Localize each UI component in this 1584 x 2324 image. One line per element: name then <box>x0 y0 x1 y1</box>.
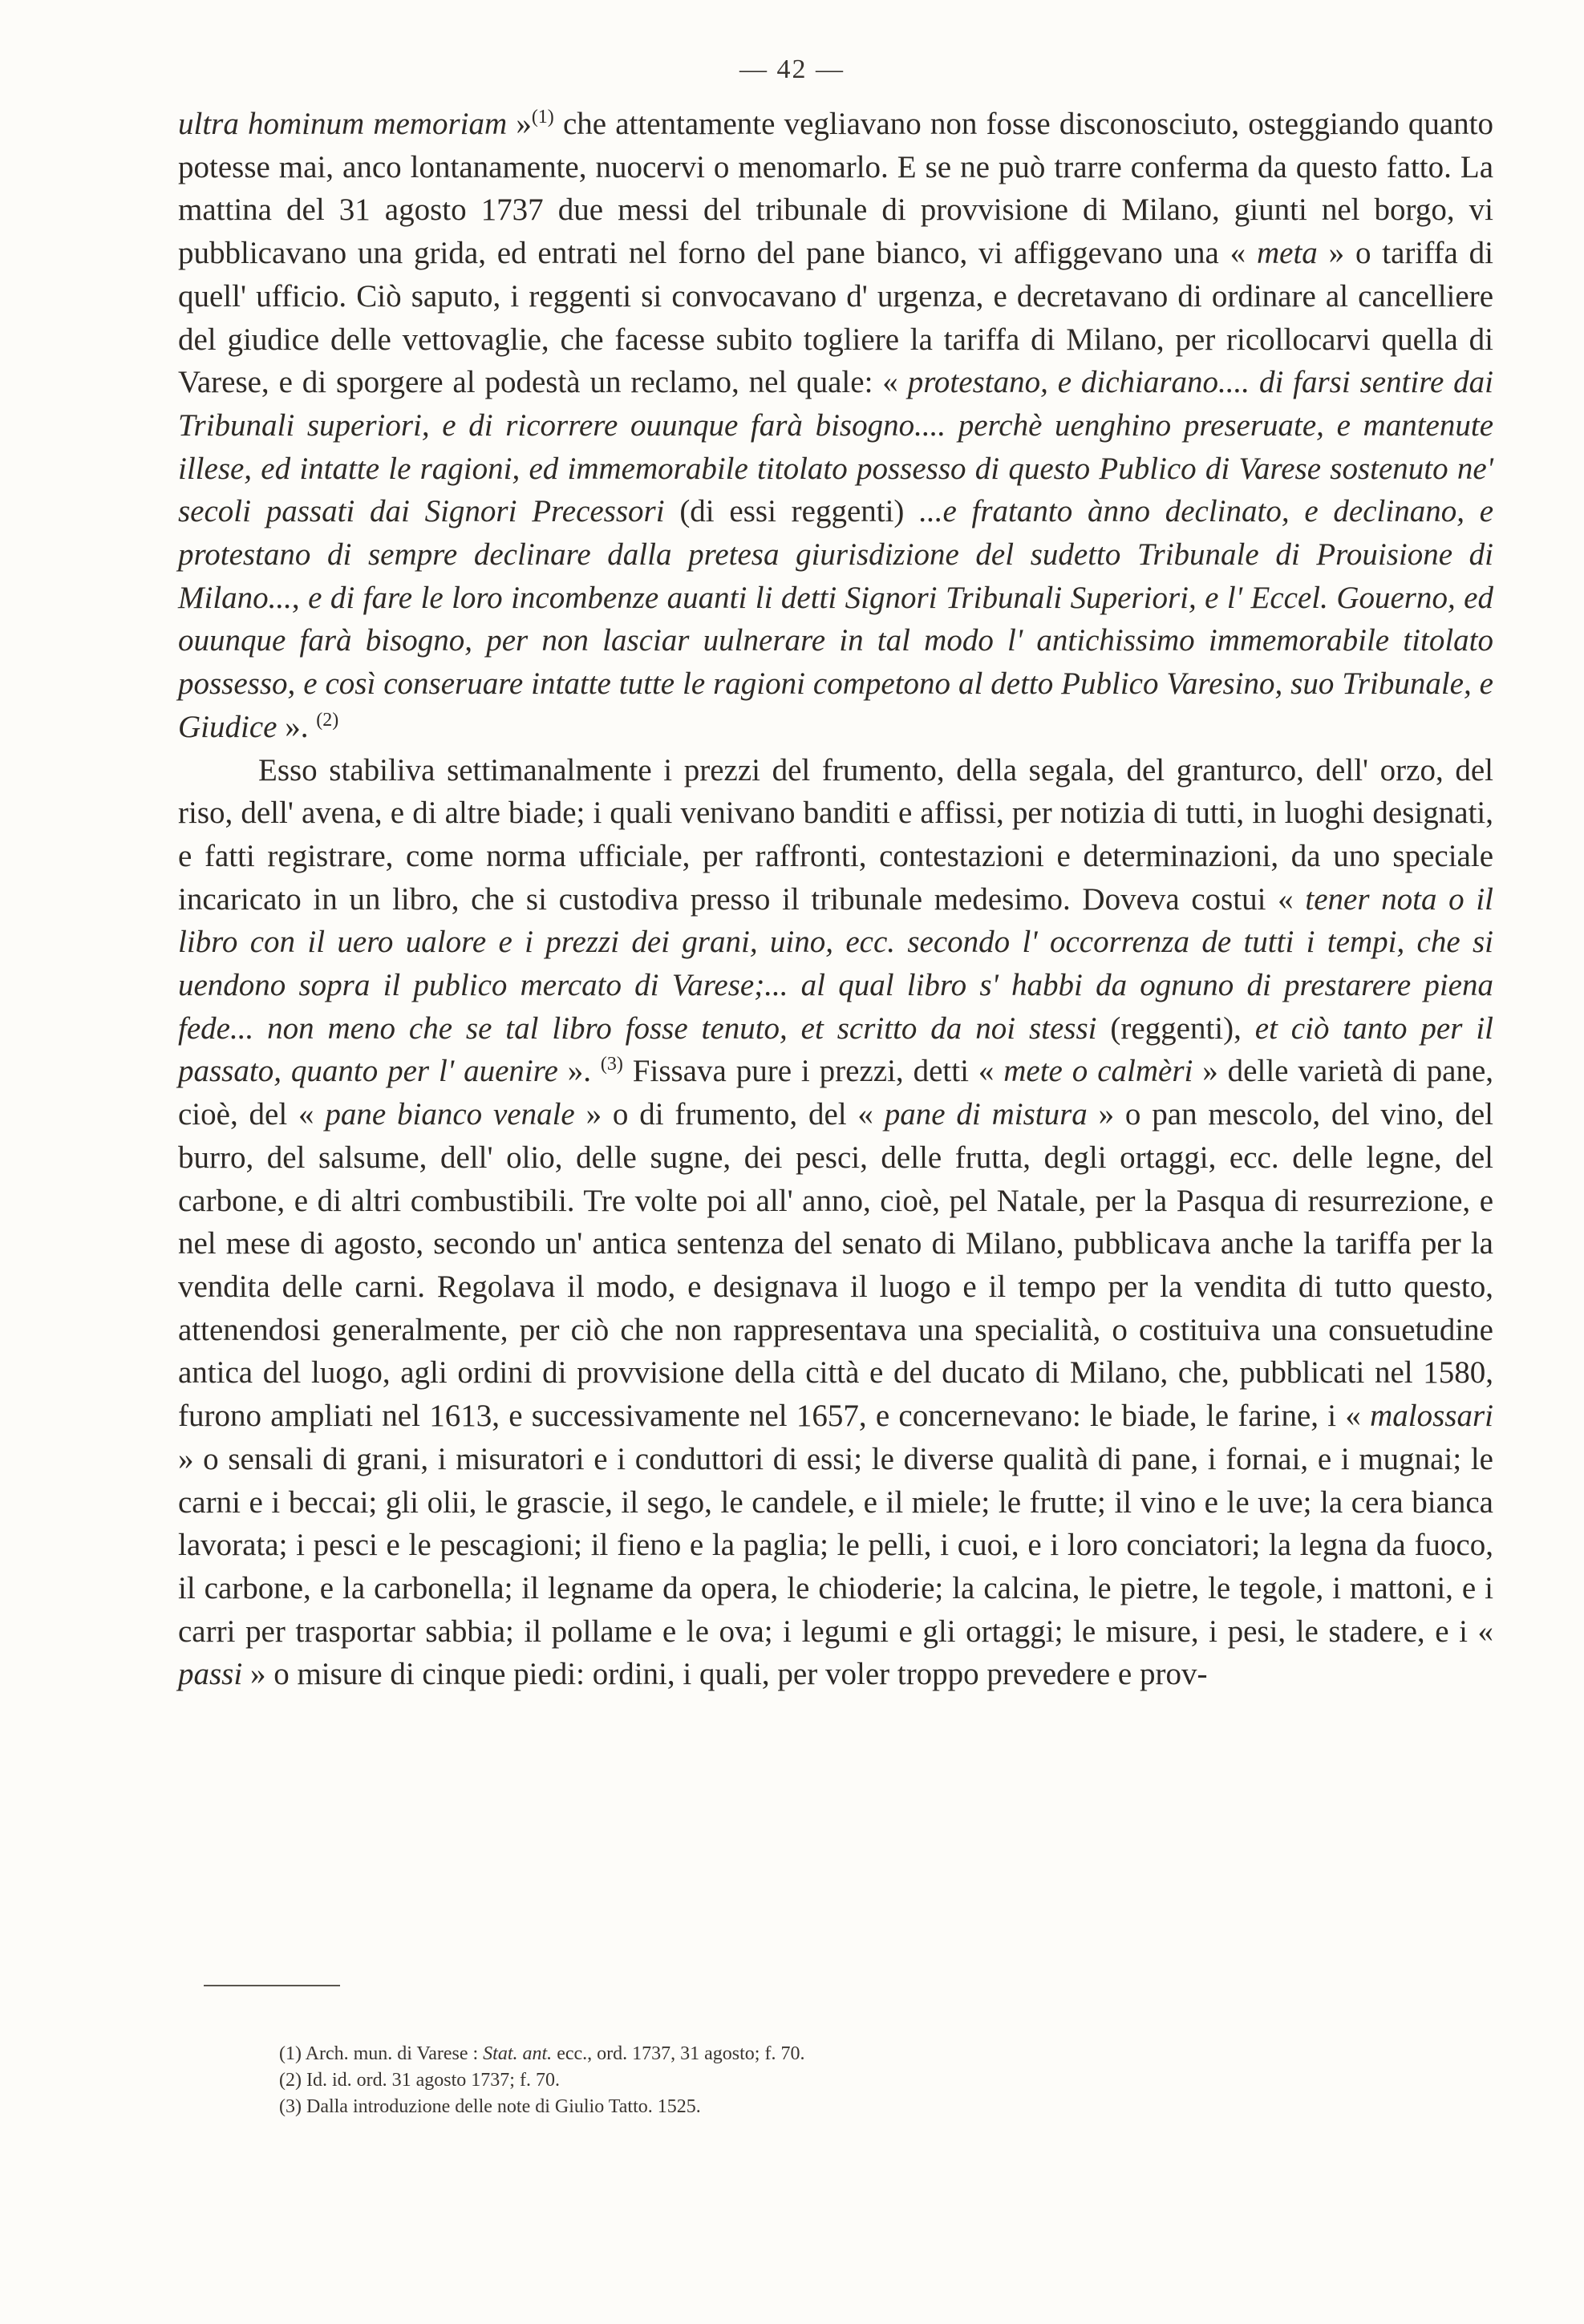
text-span: » o sensali di grani, i misuratori e i conduttori di essi; le diverse qualità di pane, i fornai, e i mugnai; le carni e i beccai; gli olii, le grascie, il sego, le candele, e il miele; le frutte; il vino e le uve; la cera bianca lavorata; i pesci e le pescagioni; il fieno e la paglia; le pelli, i cuoi, e i loro conciatori; la legna da fuoco, il carbone, e la carbonella; il legname da opera, le chioderie; la calcina, le pietre, le tegole, i mattoni, e i carri per trasportar sabbia; il pollame e le ova; i legumi e gli ortaggi; le misure, i pesi, le stadere, e i « <box>178 1441 1493 1649</box>
quote-italic: et ciò tanto per il passato, quanto per l' auenire <box>178 1010 1493 1089</box>
quote-italic: protestano, e dichiarano.... di farsi sentire dai Tribunali superiori, e di ricorrere ouunque farà bisogno.... perchè uenghino preseruate, e mantenute illese, ed intatte le ragioni, ed immemorabile titolato possesso di questo Publico di Varese sostenuto ne' secoli passati dai Signori Precessori <box>178 365 1493 529</box>
footnote-text: ecc., ord. 1737, 31 agosto; f. 70. <box>552 2043 805 2064</box>
quote-italic: pane di mistura <box>884 1097 1088 1132</box>
text-span: che attentamente vegliavano non fosse disconosciuto, osteggiando quanto potesse mai, anco lontanamente, nuocervi o menomarlo. E se ne può trarre conferma da questo fatto. La mattina del 31 agosto 1737 due messi del tribunale di provvisione di Milano, giunti nel borgo, vi pubblicavano una grida, ed entrati nel forno del pane bianco, vi affiggevano una « <box>178 107 1493 271</box>
text-span: Esso stabiliva settimanalmente i prezzi del frumento, della segala, del granturco, dell' orzo, del riso, dell' avena, e di altre biade; i quali venivano banditi e affissi, per notizia di tutti, in luoghi designati, e fatti registrare, come norma ufficiale, per raffronti, contestazioni e determinazioni, da uno speciale incaricato in un libro, che si custodiva presso il tribunale medesimo. Doveva costui « <box>178 752 1493 917</box>
body-text <box>178 103 1493 1696</box>
quote-italic: ultra hominum memoriam <box>178 107 508 141</box>
text-span: » o di frumento, del « <box>574 1097 885 1132</box>
footnote-ref: (1) <box>531 107 554 128</box>
footnote-italic: Stat. ant. <box>483 2043 553 2064</box>
text-span: » o pan mescolo, del vino, del burro, del salsume, dell' olio, delle sugne, dei pesci, delle frutta, degli ortaggi, ecc. delle legne, del carbone, e di altri combustibili. Tre volte poi all' anno, cioè, pel Natale, per la Pasqua di resurrezione, e nel mese di agosto, secondo un' antica sentenza del senato di Milano, pubblicava anche la tariffa per la vendita delle carni. Regolava il modo, e designava il luogo e il tempo per la vendita di tutto questo, attenendosi generalmente, per ciò che non rappresentava una specialità, o costituiva una consuetudine antica del luogo, agli ordini di provvisione della città e del ducato di Milano, che, pubblicati nel 1580, furono ampliati nel 1613, e successivamente nel 1657, e concernevano: le biade, le farine, i « <box>178 1097 1493 1434</box>
text-span: ». <box>277 709 317 744</box>
quote-italic: e di fare le loro incombenze auanti li detti Signori Tribunali Superiori, e l' Eccel. Gouerno, ed ouunque farà bisogno, per non lasciar uulnerare in tal modo l' antichissimo immemorabile titolato possesso, e così conseruare intatte tutte le ragioni competono al detto Publico Varesino, suo Tribunale, e Giudice <box>178 580 1493 744</box>
text-span: Fissava pure i prezzi, detti « <box>622 1054 1004 1089</box>
text-span: (reggenti), <box>1096 1010 1255 1046</box>
footnotes <box>279 2041 1402 2120</box>
footnote-separator <box>204 1985 340 1986</box>
text-span: , <box>291 580 309 615</box>
quote-italic: passi <box>178 1657 243 1692</box>
quote-italic: ...e fratanto ànno declinato, e declinano, e protestano di sempre declinare dalla pretesa giurisdizione del sudetto Tribunale di Prouisione di Milano... <box>178 494 1494 615</box>
text-span: (di essi reggenti) <box>664 494 920 529</box>
quote-italic: tener nota o il libro con il uero ualore e i prezzi dei grani, uino, ecc. secondo l' occorrenza de tutti i tempi, che si uendono sopra il publico mercato di Varese;... al qual libro s' habbi da ognuno di prestarere piena fede... non meno che se tal libro fosse tenuto, et scritto da noi stessi <box>178 881 1494 1046</box>
text-span: » <box>507 107 532 141</box>
page-number: — 42 — <box>739 55 845 84</box>
text-span: » o tariffa di quell' ufficio. Ciò saputo, i reggenti si convocavano d' urgenza, e decretavano di ordinare al cancelliere del giudice delle vettovaglie, che facesse subito togliere la tariffa di Milano, per ricollocarvi quella di Varese, e di sporgere al podestà un reclamo, nel quale: « <box>178 236 1493 400</box>
footnote-3: (3) Dalla introduzione delle note di Giulio Tatto. 1525. <box>279 2096 701 2117</box>
quote-italic: meta <box>1257 236 1318 271</box>
quote-italic: pane bianco venale <box>325 1097 575 1132</box>
text-span: » delle varietà di pane, cioè, del « <box>178 1054 1494 1132</box>
footnote-text: (1) Arch. mun. di Varese : <box>279 2043 484 2064</box>
footnote-1 <box>279 2041 1402 2067</box>
footnote-ref: (3) <box>600 1054 623 1075</box>
paragraph-1 <box>178 103 1493 749</box>
footnote-ref: (2) <box>316 709 339 731</box>
paragraph-2 <box>178 749 1493 1696</box>
footnote-2: (2) Id. id. ord. 31 agosto 1737; f. 70. <box>279 2070 560 2091</box>
quote-italic: malossari <box>1370 1399 1493 1434</box>
text-span: ». <box>557 1054 601 1089</box>
text-span: » o misure di cinque piedi: ordini, i quali, per voler troppo prevedere e prov- <box>242 1657 1208 1692</box>
quote-italic: mete o calmèri <box>1003 1054 1193 1089</box>
